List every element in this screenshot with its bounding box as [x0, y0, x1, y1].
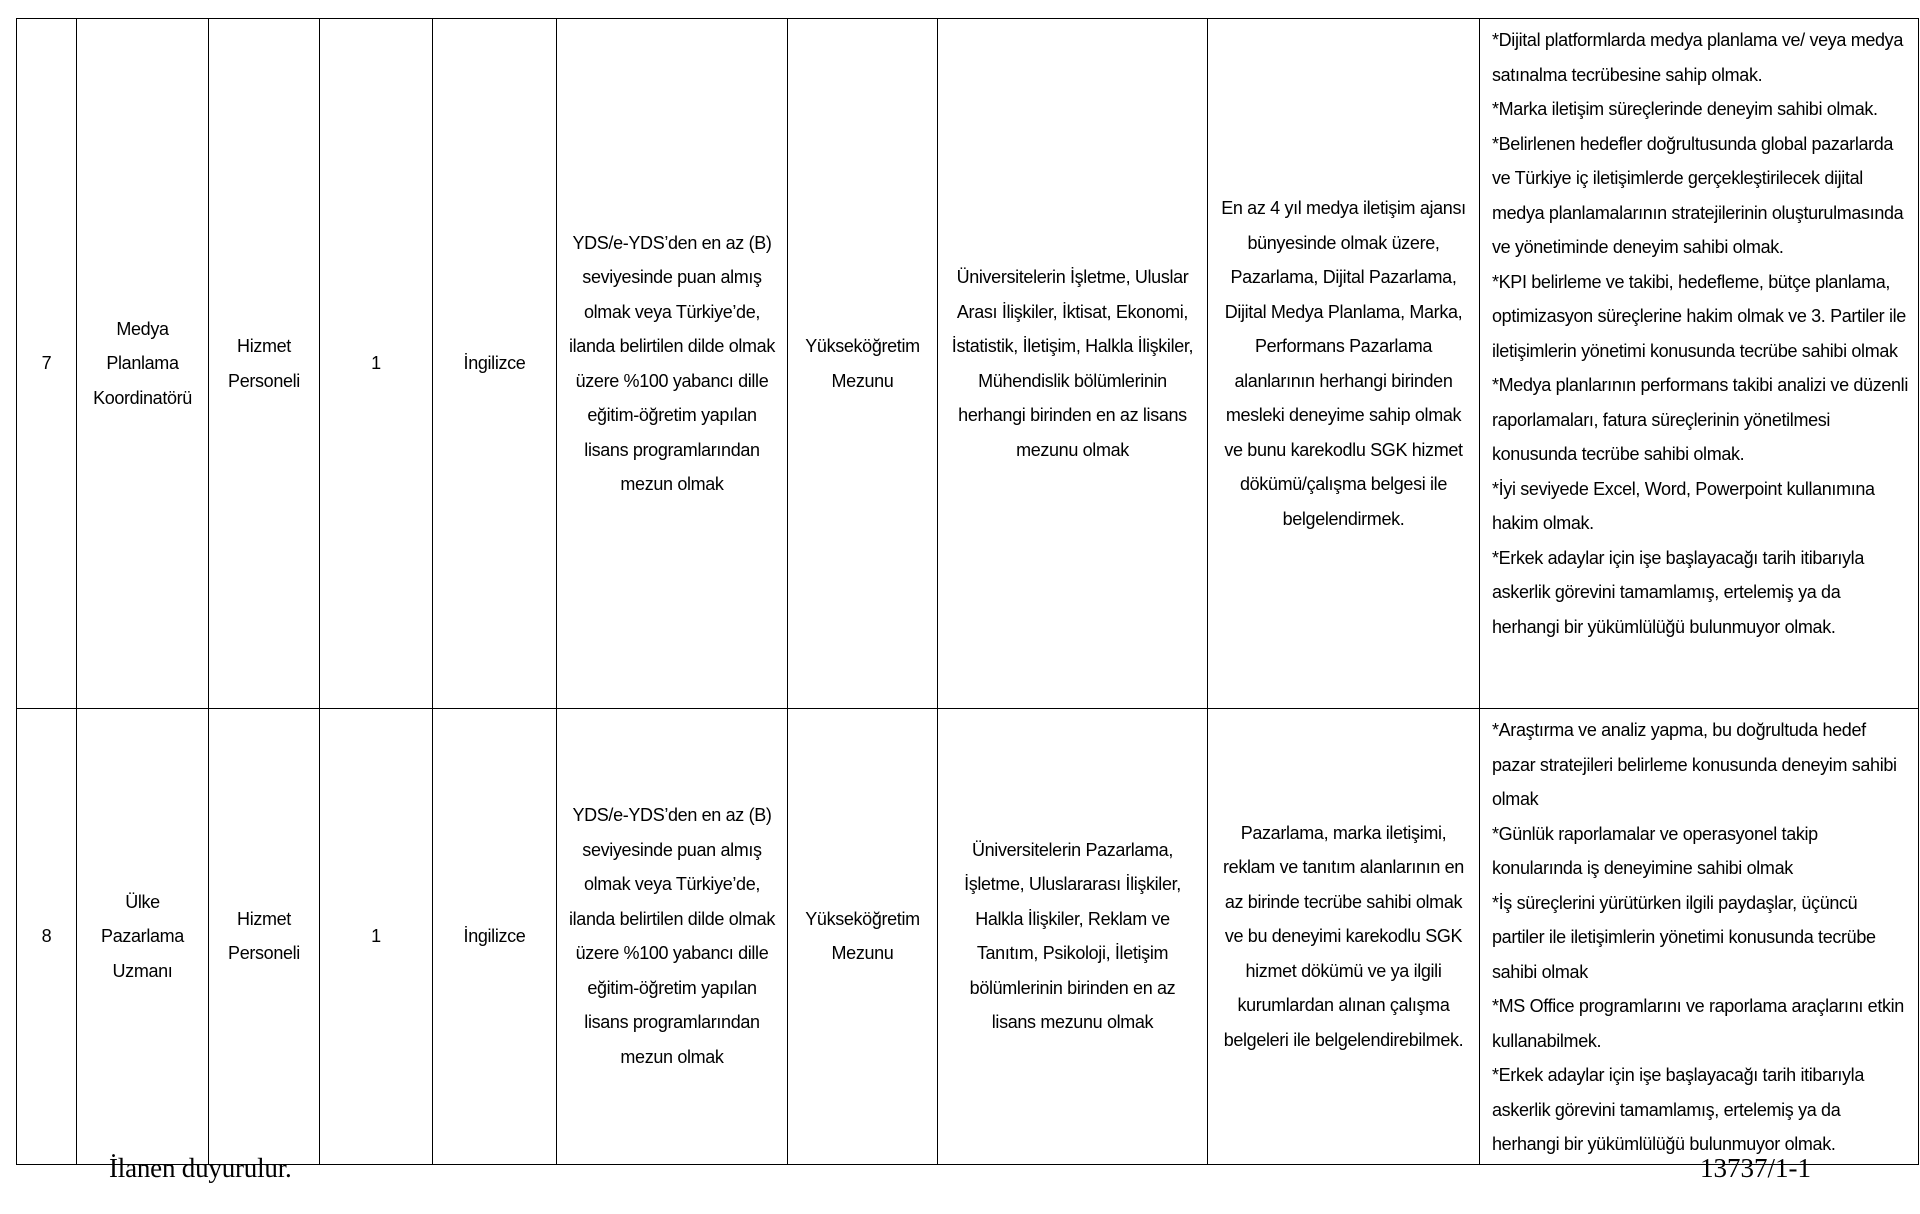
row-number: 8	[17, 709, 77, 1165]
requirement-item: *KPI belirleme ve takibi, hedefleme, bütçe planlama, optimizasyon süreçlerine hakim olmak ve 3. Partiler ile iletişimlerin yönetimi konusunda tecrübe sahibi olmak	[1492, 271, 1906, 361]
requirement-item: *Günlük raporlamalar ve operasyonel takip konularında iş deneyimine sahibi olmak	[1492, 823, 1818, 878]
row-number: 7	[17, 19, 77, 709]
requirement-item: *İş süreçlerini yürütürken ilgili paydaşlar, üçüncü partiler ile iletişimlerin yönetimi konusunda tecrübe sahibi olmak	[1492, 892, 1876, 982]
requirement-item: *MS Office programlarını ve raporlama araçlarını etkin kullanabilmek.	[1492, 996, 1904, 1051]
position-title: Ülke Pazarlama Uzmanı	[77, 709, 209, 1165]
requirement-item: *Dijital platformlarda medya planlama ve/ veya medya satınalma tecrübesine sahip olmak.	[1492, 30, 1903, 85]
staff-type: Hizmet Personeli	[209, 19, 320, 709]
reference-number: 13737/1-1	[1700, 1153, 1811, 1183]
language-requirement: YDS/e-YDS’den en az (B) seviyesinde puan almış olmak veya Türkiye’de, ilanda belirtilen dilde olmak üzere %100 yabancı dille eğitim-öğretim yapılan lisans programlarından mezun olmak	[557, 709, 788, 1165]
education-level: Yükseköğretim Mezunu	[788, 709, 938, 1165]
requirement-item: *Medya planlarının performans takibi analizi ve düzenli raporlamaları, fatura süreçlerinin yönetilmesi konusunda tecrübe sahibi olmak.	[1492, 375, 1908, 464]
job-postings-table	[16, 18, 1919, 1165]
experience-requirement: Pazarlama, marka iletişimi, reklam ve tanıtım alanlarının en az birinde tecrübe sahibi olmak ve bu deneyimi karekodlu SGK hizmet dökümü ve ya ilgili kurumlardan alınan çalışma belgeleri ile belgelendirebilmek.	[1208, 709, 1480, 1165]
other-requirements	[1480, 709, 1919, 1165]
education-level: Yükseköğretim Mezunu	[788, 19, 938, 709]
foreign-language: İngilizce	[433, 19, 557, 709]
position-count: 1	[320, 19, 433, 709]
requirement-item: *Erkek adaylar için işe başlayacağı tarih itibarıyla askerlik görevini tamamlamış, ertelemiş ya da herhangi bir yükümlülüğü bulunmuyor olmak.	[1492, 547, 1864, 637]
other-requirements	[1480, 19, 1919, 709]
foreign-language: İngilizce	[433, 709, 557, 1165]
language-requirement: YDS/e-YDS’den en az (B) seviyesinde puan almış olmak veya Türkiye’de, ilanda belirtilen dilde olmak üzere %100 yabancı dille eğitim-öğretim yapılan lisans programlarından mezun olmak	[557, 19, 788, 709]
position-title: Medya Planlama Koordinatörü	[77, 19, 209, 709]
required-departments: Üniversitelerin İşletme, Uluslar Arası İlişkiler, İktisat, Ekonomi, İstatistik, İletişim, Halkla İlişkiler, Mühendislik bölümlerinin herhangi birinden en az lisans mezunu olmak	[938, 19, 1208, 709]
staff-type: Hizmet Personeli	[209, 709, 320, 1165]
experience-requirement: En az 4 yıl medya iletişim ajansı bünyesinde olmak üzere, Pazarlama, Dijital Pazarlama, Dijital Medya Planlama, Marka, Performans Pazarlama alanlarının herhangi birinden mesleki deneyime sahip olmak ve bunu karekodlu SGK hizmet dökümü/çalışma belgesi ile belgelendirmek.	[1208, 19, 1480, 709]
announcement-text: İlanen duyurulur.	[109, 1153, 292, 1183]
requirement-item: *Marka iletişim süreçlerinde deneyim sahibi olmak.	[1492, 99, 1878, 119]
position-count: 1	[320, 709, 433, 1165]
table-row	[17, 19, 1919, 709]
table-row	[17, 709, 1919, 1165]
requirement-item: *Araştırma ve analiz yapma, bu doğrultuda hedef pazar stratejileri belirleme konusunda deneyim sahibi olmak	[1492, 720, 1897, 809]
requirement-item: *Belirlenen hedefler doğrultusunda global pazarlarda ve Türkiye iç iletişimlerde gerçekleştirilecek dijital medya planlamalarının stratejilerinin oluşturulmasında ve yönetiminde deneyim sahibi olmak.	[1492, 133, 1904, 257]
required-departments: Üniversitelerin Pazarlama, İşletme, Uluslararası İlişkiler, Halkla İlişkiler, Reklam ve Tanıtım, Psikoloji, İletişim bölümlerinin birinden en az lisans mezunu olmak	[938, 709, 1208, 1165]
requirement-item: *Erkek adaylar için işe başlayacağı tarih itibarıyla askerlik görevini tamamlamış, ertelemiş ya da herhangi bir yükümlülüğü bulunmuyor olmak.	[1492, 1065, 1864, 1154]
requirement-item: *İyi seviyede Excel, Word, Powerpoint kullanımına hakim olmak.	[1492, 478, 1875, 533]
